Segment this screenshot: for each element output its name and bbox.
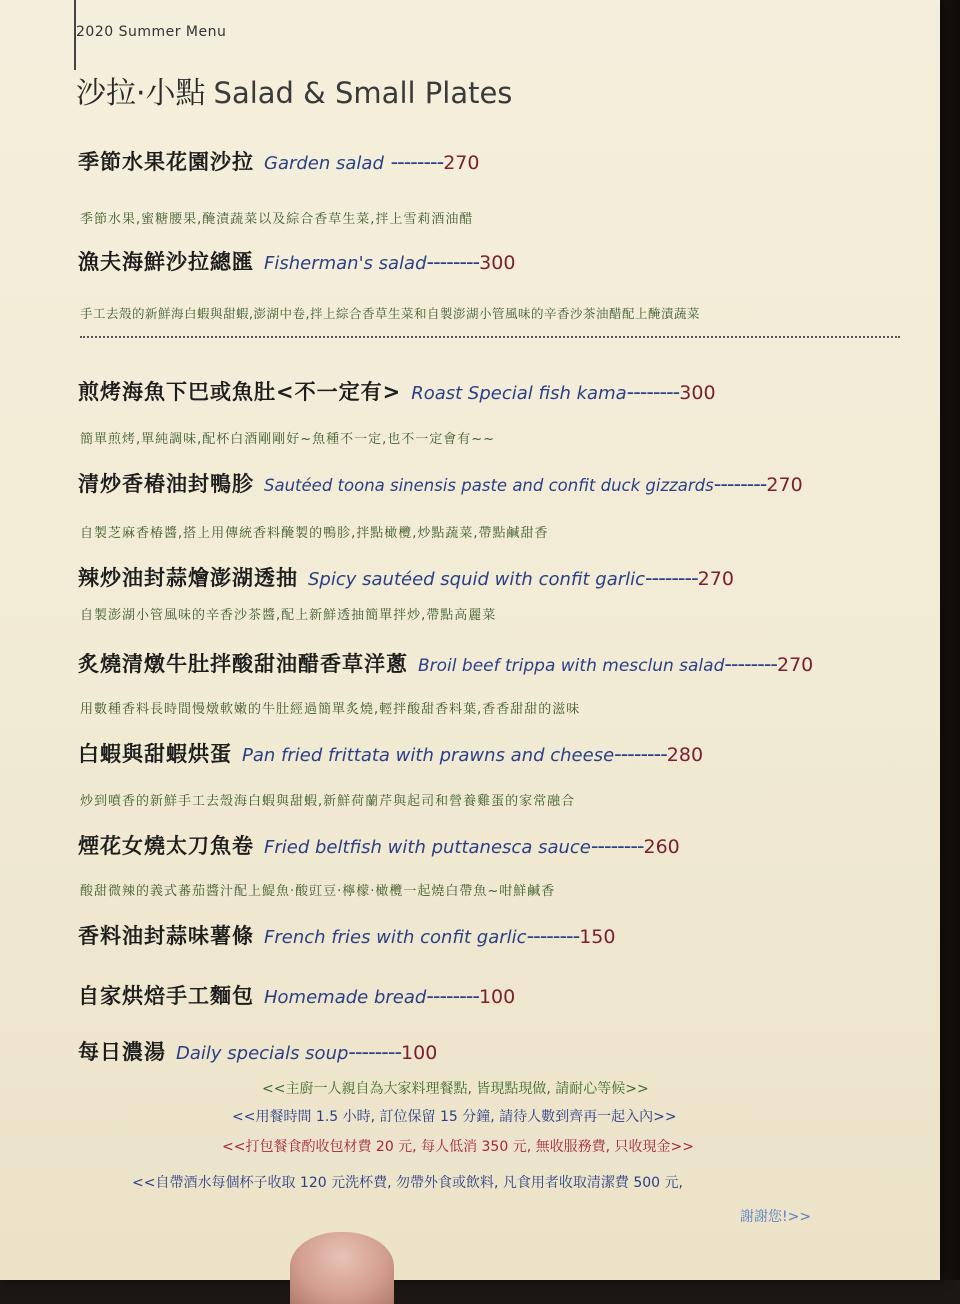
item-price: 150 [579, 926, 616, 948]
note-dining-time: <<用餐時間 1.5 小時, 訂位保留 15 分鐘, 請待人數到齊再一起入內>> [232, 1109, 677, 1125]
item-description: 簡單煎烤,單純調味,配杯白酒剛剛好~魚種不一定,也不一定會有~~ [80, 432, 496, 447]
item-price: 100 [401, 1042, 438, 1064]
item-description: 自製澎湖小管風味的辛香沙茶醬,配上新鮮透抽簡單拌炒,帶點高麗菜 [80, 608, 497, 623]
item-price: 100 [478, 986, 516, 1008]
item-description: 季節水果,蜜糖腰果,醃漬蔬菜以及綜合香草生菜,拌上雪莉酒油醋 [80, 212, 474, 227]
item-description: 自製芝麻香椿醬,搭上用傳統香料醃製的鴨胗,拌點橄欖,炒點蔬菜,帶點鹹甜香 [80, 526, 549, 541]
item-leader: -------- [645, 566, 698, 590]
item-name-en: Broil beef trippa with mesclun salad [418, 656, 725, 676]
section-title-zh: 沙拉·小點 [76, 76, 206, 111]
item-name-zh: 炙燒清燉牛肚拌酸甜油醋香草洋蔥 [78, 652, 408, 676]
menu-item-soup [78, 1036, 437, 1066]
item-name-en: Fried beltfish with puttanesca sauce [264, 837, 591, 858]
item-name-zh: 白蝦與甜蝦烘蛋 [78, 742, 232, 766]
menu-season-label: 2020 Summer Menu [76, 24, 227, 40]
item-name-zh: 漁夫海鮮沙拉總匯 [78, 250, 254, 274]
menu-item-spicy-squid [78, 562, 734, 592]
item-leader: -------- [713, 472, 767, 496]
menu-item-bread [78, 980, 515, 1010]
item-price: 270 [443, 152, 480, 174]
item-name-zh: 煎烤海魚下巴或魚肚<不一定有> [78, 380, 402, 404]
section-title-en: Salad & Small Plates [213, 76, 513, 110]
menu-item-frittata [78, 738, 703, 768]
item-name-zh: 每日濃湯 [78, 1040, 166, 1064]
item-name-zh: 季節水果花園沙拉 [78, 150, 254, 174]
item-leader: -------- [426, 250, 480, 274]
note-takeaway-minimum: <<打包餐食酌收包材費 20 元, 每人低消 350 元, 無收服務費, 只收現金>> [222, 1139, 694, 1155]
item-leader: -------- [426, 984, 479, 1008]
item-name-en: Pan fried frittata with prawns and cheese [242, 745, 615, 766]
item-name-en: French fries with confit garlic [264, 927, 527, 948]
item-price: 270 [766, 474, 803, 496]
item-description: 用數種香料長時間慢燉軟嫩的牛肚經過簡單炙燒,輕拌酸甜香料葉,香香甜甜的滋味 [80, 702, 581, 717]
section-title [76, 68, 512, 112]
item-price: 270 [697, 568, 734, 590]
item-price: 300 [679, 382, 716, 404]
item-name-en: Roast Special fish kama [411, 383, 627, 404]
item-leader: -------- [590, 834, 644, 858]
thumb-holding-menu [290, 1232, 394, 1304]
note-chef: <<主廚一人親自為大家料理餐點, 皆現點現做, 請耐心等候>> [262, 1081, 649, 1097]
item-name-zh: 辣炒油封蒜燴澎湖透抽 [78, 566, 298, 590]
item-price: 300 [479, 252, 516, 274]
item-leader: -------- [348, 1040, 402, 1064]
item-name-zh: 清炒香椿油封鴨胗 [78, 472, 254, 496]
item-name-zh: 煙花女燒太刀魚卷 [78, 834, 254, 858]
menu-item-duck-gizzards [78, 468, 803, 498]
menu-item-beef-tripe [78, 648, 813, 678]
item-name-en: Daily specials soup [176, 1043, 349, 1064]
item-leader: -------- [526, 924, 580, 948]
item-leader: -------- [390, 150, 444, 174]
menu-item-fish-kama [78, 376, 716, 406]
note-thanks: 謝謝您!>> [740, 1209, 812, 1225]
menu-item-garden-salad [78, 146, 479, 176]
dotted-divider [80, 336, 900, 338]
item-price: 260 [643, 836, 680, 858]
item-description: 酸甜微辣的義式蕃茄醬汁配上鯷魚·酸豇豆·檸檬·橄欖一起燒白帶魚~咁鮮鹹香 [80, 884, 556, 899]
item-name-en: Garden salad [264, 153, 384, 174]
item-name-en: Sautéed toona sinensis paste and confit duck gizzards [264, 476, 714, 495]
item-name-en: Homemade bread [264, 987, 427, 1008]
menu-item-fisherman-salad [78, 246, 515, 276]
item-name-zh: 自家烘焙手工麵包 [78, 984, 254, 1008]
item-leader: -------- [626, 380, 680, 404]
note-corkage: <<自帶酒水每個杯子收取 120 元洗杯費, 勿帶外食或飲料, 凡食用者收取清潔費 500 元, [132, 1175, 683, 1191]
item-name-zh: 香料油封蒜味薯條 [78, 924, 254, 948]
item-description: 炒到噴香的新鮮手工去殼海白蝦與甜蝦,新鮮荷蘭芹與起司和營養雞蛋的家常融合 [80, 794, 576, 809]
item-price: 280 [666, 744, 704, 766]
item-leader: -------- [614, 742, 667, 766]
item-name-en: Spicy sautéed squid with confit garlic [308, 569, 646, 590]
item-leader: -------- [724, 652, 777, 676]
item-name-en: Fisherman's salad [264, 253, 427, 274]
item-description: 手工去殼的新鮮海白蝦與甜蝦,澎湖中卷,拌上綜合香草生菜和自製澎湖小管風味的辛香沙茶油醋配上醃漬蔬菜 [80, 306, 700, 321]
menu-item-french-fries [78, 920, 615, 950]
item-price: 270 [776, 654, 814, 676]
menu-item-beltfish [78, 830, 680, 860]
